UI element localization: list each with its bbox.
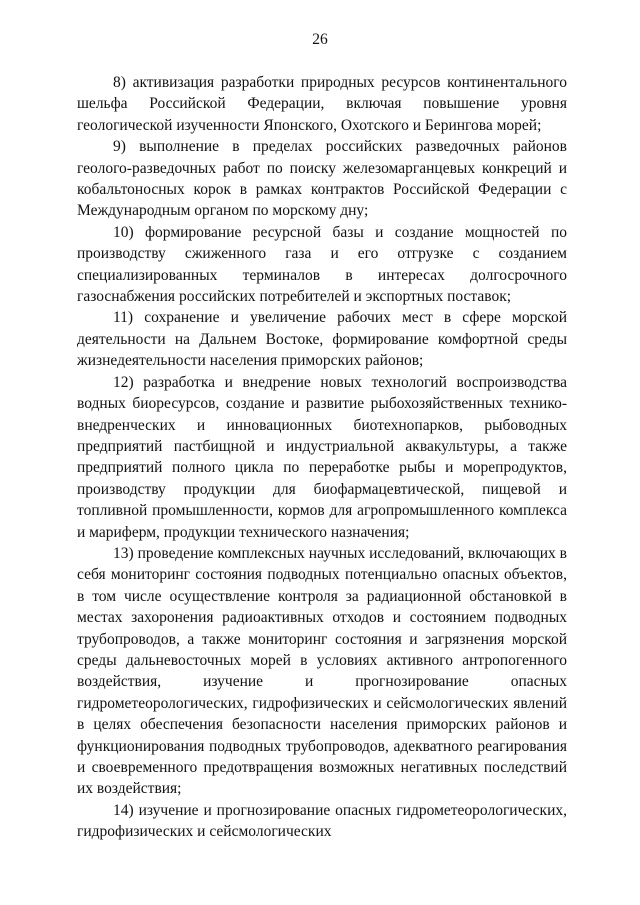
list-item-14: 14) изучение и прогнозирование опасных гидрометеорологических, гидрофизических и сейсмологических <box>77 801 567 841</box>
list-item-8: 8) активизация разработки природных ресурсов континентального шельфа Российской Федерации, включая повышение уровня геологической изученности Японского, Охотского и Берингова морей; <box>77 74 567 134</box>
document-body <box>77 72 567 843</box>
list-item-11: 11) сохранение и увеличение рабочих мест в сфере морской деятельности на Дальнем Востоке, формирование комфортной среды жизнедеятельности населения приморских районов; <box>77 309 567 370</box>
list-item-13: 13) проведение комплексных научных исследований, включающих в себя мониторинг состояния подводных потенциально опасных объектов, в том числе осуществление контроля за радиационной обстановкой в местах захоронения радиоактивных отходов и состоянием подводных трубопроводов, а также мониторинг состояния и загрязнения морской среды дальневосточных морей в условиях активного антропогенного воздействия, изучение и прогнозирование опасных гидрометеорологических, гидрофизических и сейсмологических явлений в целях обеспечения безопасности населения приморских районов и функционирования подводных трубопроводов, адекватного реагирования и своевременного предотвращения возможных негативных последствий их воздействия; <box>77 544 567 798</box>
list-item-10: 10) формирование ресурсной базы и создание мощностей по производству сжиженного газа и его отгрузке с созданием специализированных терминалов в интересах долгосрочного газоснабжения российских потребителей и экспортных поставок; <box>77 223 567 306</box>
list-item-12: 12) разработка и внедрение новых технологий воспроизводства водных биоресурсов, создание и развитие рыбохозяйственных технико-внедренческих и инновационных биотехнопарков, рыбоводных предприятий пастбищной и индустриальной аквакультуры, а также предприятий полного цикла по переработке рыбы и морепродуктов, производству продукции для биофармацевтической, пищевой и топливной промышленности, кормов для агропромышленного комплекса и мариферм, продукции технического назначения; <box>77 373 567 541</box>
list-item-9: 9) выполнение в пределах российских разведочных районов геолого-разведочных работ по поиску железомарганцевых конкреций и кобальтоносных корок в рамках контрактов Российской Федерации с Международным органом по морскому дну; <box>77 138 567 220</box>
page-number: 26 <box>312 31 328 48</box>
